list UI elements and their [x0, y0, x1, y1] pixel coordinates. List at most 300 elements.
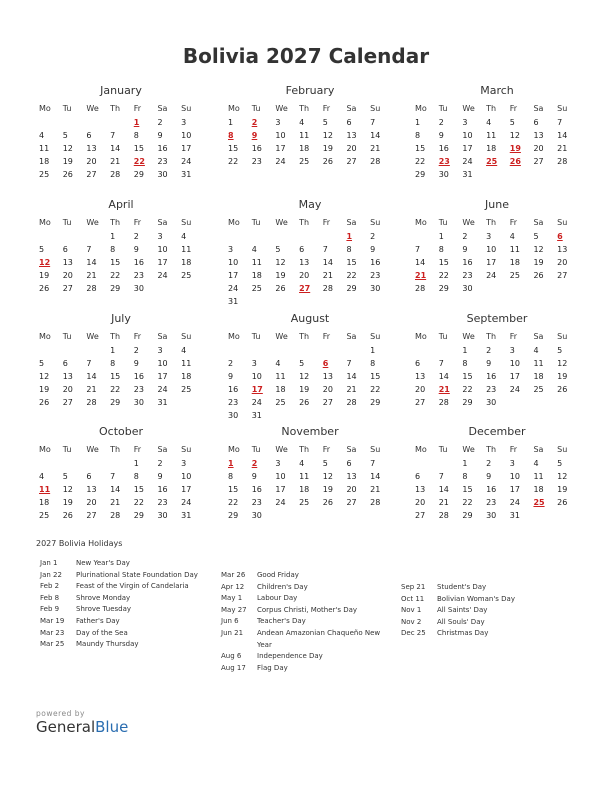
weekday-label: Sa [157, 332, 168, 341]
holiday-day: 8 [228, 131, 234, 140]
month-name: April [108, 198, 134, 211]
month-name: October [98, 425, 144, 438]
holiday-row [221, 628, 387, 651]
empty-cell [180, 396, 204, 409]
holiday-date: Oct 11 [401, 594, 425, 603]
day-cell: 19 [322, 485, 333, 494]
day-cell: 18 [533, 485, 544, 494]
weekday-label: Tu [438, 104, 448, 113]
day-cell: 3 [462, 118, 468, 127]
holiday-name: Flag Day [257, 663, 288, 672]
day-cell: 18 [251, 271, 262, 280]
day-cell: 23 [370, 271, 381, 280]
day-cell: 11 [509, 245, 520, 254]
brand-footer [36, 709, 128, 736]
day-cell: 6 [415, 359, 421, 368]
empty-cell [62, 457, 86, 470]
weekday-label: Tu [62, 445, 72, 454]
day-cell: 13 [62, 372, 73, 381]
day-cell: 31 [509, 511, 520, 520]
day-cell: 31 [181, 170, 192, 179]
day-cell: 26 [39, 284, 50, 293]
day-cell: 29 [228, 511, 239, 520]
day-cell: 30 [133, 284, 144, 293]
day-cell: 13 [346, 131, 357, 140]
week-row [38, 383, 204, 396]
day-cell: 30 [157, 170, 168, 179]
weekday-label: Sa [533, 445, 544, 454]
weekday-label: Sa [157, 218, 168, 227]
day-cell: 29 [462, 511, 473, 520]
day-cell: 17 [275, 144, 286, 153]
day-cell: 5 [39, 245, 45, 254]
empty-cell [227, 344, 251, 357]
empty-cell [38, 344, 62, 357]
day-cell: 11 [533, 472, 544, 481]
week-row [227, 295, 393, 308]
weekday-label: Th [486, 332, 497, 341]
weekday-header [38, 442, 204, 457]
week-row [227, 344, 393, 357]
month-november [227, 424, 393, 522]
day-cell: 1 [228, 118, 234, 127]
day-cell: 1 [462, 459, 468, 468]
weekday-label: Mo [228, 104, 240, 113]
logo-general: General [36, 718, 96, 736]
month-name: September [466, 312, 528, 325]
weekday-label: Mo [228, 445, 240, 454]
day-cell: 4 [533, 459, 539, 468]
day-cell: 28 [557, 157, 568, 166]
weekday-label: Fr [133, 332, 142, 341]
weekday-label: Fr [509, 332, 518, 341]
weekday-label: Mo [39, 218, 51, 227]
day-cell: 14 [86, 258, 97, 267]
day-cell: 2 [157, 118, 163, 127]
weekday-header [38, 215, 204, 230]
week-row [38, 269, 204, 282]
month-february [227, 83, 393, 168]
month-name: July [111, 312, 131, 325]
day-cell: 18 [299, 144, 310, 153]
day-cell: 6 [86, 131, 92, 140]
weekday-label: Su [370, 104, 381, 113]
holiday-date: Nov 2 [401, 617, 422, 626]
week-row [414, 357, 580, 370]
week-row [38, 370, 204, 383]
week-row [38, 509, 204, 522]
holiday-day: 26 [509, 157, 521, 166]
week-row [227, 509, 393, 522]
week-row [38, 230, 204, 243]
day-cell: 17 [181, 144, 192, 153]
holiday-name: Children's Day [257, 582, 308, 591]
empty-cell [485, 168, 509, 181]
day-cell: 28 [370, 157, 381, 166]
weekday-label: Th [299, 332, 310, 341]
day-cell: 25 [181, 385, 192, 394]
day-cell: 12 [533, 245, 544, 254]
week-row [414, 344, 580, 357]
day-cell: 7 [86, 359, 92, 368]
day-cell: 3 [157, 232, 163, 241]
day-cell: 18 [533, 372, 544, 381]
week-row [227, 470, 393, 483]
week-row [38, 344, 204, 357]
day-cell: 8 [228, 472, 234, 481]
day-cell: 13 [299, 258, 310, 267]
weekday-label: We [275, 332, 288, 341]
holiday-row [40, 570, 206, 582]
day-cell: 10 [462, 131, 473, 140]
day-cell: 5 [299, 359, 305, 368]
weekday-label: Th [110, 332, 121, 341]
holiday-date: Mar 26 [221, 571, 246, 579]
day-cell: 20 [62, 385, 73, 394]
weekday-label: Su [370, 445, 381, 454]
month-name: November [281, 425, 339, 438]
day-cell: 16 [133, 372, 144, 381]
day-cell: 27 [62, 284, 73, 293]
holiday-name: Christmas Day [437, 629, 489, 638]
day-cell: 9 [228, 372, 234, 381]
weekday-label: Mo [39, 445, 51, 454]
day-cell: 20 [62, 271, 73, 280]
day-cell: 5 [322, 118, 328, 127]
week-row [38, 457, 204, 470]
day-cell: 31 [462, 170, 473, 179]
weekday-header [414, 101, 580, 116]
weekday-label: Sa [533, 104, 544, 113]
weekday-label: Sa [346, 104, 357, 113]
month-december [414, 424, 580, 522]
month-august [227, 311, 393, 422]
holiday-date: Jun 6 [221, 617, 239, 626]
day-cell: 6 [62, 245, 68, 254]
day-cell: 7 [557, 118, 563, 127]
day-cell: 18 [275, 385, 286, 394]
day-cell: 21 [110, 498, 121, 507]
week-row [227, 370, 393, 383]
day-cell: 2 [228, 359, 234, 368]
day-cell: 4 [39, 131, 45, 140]
day-cell: 22 [110, 385, 121, 394]
day-cell: 30 [438, 170, 449, 179]
weekday-label: Sa [346, 332, 357, 341]
day-cell: 10 [181, 131, 192, 140]
day-cell: 2 [438, 118, 444, 127]
day-cell: 7 [110, 472, 116, 481]
empty-cell [532, 509, 556, 522]
empty-cell [109, 457, 133, 470]
holiday-row [40, 628, 206, 640]
weekday-label: Tu [438, 332, 448, 341]
day-cell: 16 [157, 144, 168, 153]
day-cell: 26 [62, 170, 73, 179]
holiday-row [401, 628, 515, 640]
day-cell: 13 [62, 258, 73, 267]
day-cell: 20 [557, 258, 568, 267]
day-cell: 15 [462, 485, 473, 494]
day-cell: 20 [346, 144, 357, 153]
empty-cell [556, 509, 580, 522]
day-cell: 11 [181, 245, 192, 254]
weekday-label: Su [181, 332, 192, 341]
day-cell: 3 [275, 118, 281, 127]
day-cell: 12 [62, 144, 73, 153]
day-cell: 13 [346, 472, 357, 481]
day-cell: 17 [462, 144, 473, 153]
holiday-name: Good Friday [257, 571, 299, 579]
holiday-day: 6 [557, 232, 563, 241]
weekday-label: Mo [228, 218, 240, 227]
day-cell: 5 [533, 232, 539, 241]
week-row [38, 357, 204, 370]
day-cell: 22 [462, 498, 473, 507]
empty-cell [509, 396, 533, 409]
day-cell: 28 [438, 511, 449, 520]
day-cell: 27 [62, 398, 73, 407]
day-cell: 15 [110, 258, 121, 267]
empty-cell [85, 344, 109, 357]
holiday-day: 1 [346, 232, 353, 241]
weekday-label: Tu [62, 218, 72, 227]
day-cell: 25 [299, 157, 310, 166]
day-cell: 21 [346, 385, 357, 394]
empty-cell [180, 282, 204, 295]
holiday-row [401, 594, 515, 606]
weekday-label: Su [181, 104, 192, 113]
day-cell: 31 [251, 411, 262, 420]
day-cell: 4 [275, 359, 281, 368]
holiday-column [401, 582, 515, 640]
holiday-day: 21 [438, 385, 450, 394]
day-cell: 31 [228, 297, 239, 306]
holiday-name: Shrove Monday [76, 593, 131, 602]
day-cell: 14 [415, 258, 426, 267]
day-cell: 12 [62, 485, 73, 494]
day-cell: 4 [181, 346, 187, 355]
weekday-label: Tu [62, 104, 72, 113]
day-cell: 9 [157, 131, 163, 140]
holiday-row [40, 616, 206, 628]
weekday-header [38, 329, 204, 344]
empty-cell [274, 230, 298, 243]
empty-cell [532, 396, 556, 409]
day-cell: 6 [346, 118, 352, 127]
day-cell: 16 [251, 144, 262, 153]
weekday-label: Th [110, 218, 121, 227]
day-cell: 16 [228, 385, 239, 394]
day-cell: 8 [438, 245, 444, 254]
day-cell: 26 [557, 498, 568, 507]
week-row [38, 470, 204, 483]
day-cell: 10 [509, 472, 520, 481]
empty-cell [227, 230, 251, 243]
empty-cell [62, 344, 86, 357]
holiday-row [40, 581, 206, 593]
weekday-label: Tu [251, 445, 261, 454]
holiday-day: 27 [299, 284, 311, 293]
day-cell: 29 [133, 511, 144, 520]
day-cell: 12 [39, 372, 50, 381]
day-cell: 28 [438, 398, 449, 407]
week-row [38, 243, 204, 256]
day-cell: 4 [486, 118, 492, 127]
weekday-label: Su [557, 104, 568, 113]
week-row [227, 282, 393, 295]
day-cell: 22 [415, 157, 426, 166]
day-cell: 1 [110, 232, 116, 241]
month-name: December [468, 425, 526, 438]
holiday-row [221, 616, 387, 628]
day-cell: 22 [228, 157, 239, 166]
weekday-label: Mo [228, 332, 240, 341]
day-cell: 5 [557, 346, 563, 355]
day-cell: 13 [557, 245, 568, 254]
day-cell: 7 [438, 359, 444, 368]
day-cell: 25 [275, 398, 286, 407]
empty-cell [345, 344, 369, 357]
week-row [38, 483, 204, 496]
day-cell: 18 [486, 144, 497, 153]
week-row [414, 155, 580, 168]
day-cell: 4 [533, 346, 539, 355]
day-cell: 8 [133, 131, 139, 140]
week-row [414, 282, 580, 295]
holiday-date: May 27 [221, 605, 247, 614]
day-cell: 24 [251, 398, 262, 407]
month-september [414, 311, 580, 409]
day-cell: 11 [486, 131, 497, 140]
weekday-label: Mo [415, 332, 427, 341]
day-cell: 14 [438, 372, 449, 381]
holiday-day: 23 [438, 157, 450, 166]
day-cell: 2 [486, 459, 492, 468]
empty-cell [251, 295, 275, 308]
month-april [38, 197, 204, 295]
day-cell: 23 [228, 398, 239, 407]
weekday-label: Tu [251, 218, 261, 227]
day-cell: 11 [275, 372, 286, 381]
day-cell: 26 [275, 284, 286, 293]
weekday-label: Th [486, 218, 497, 227]
day-cell: 9 [133, 359, 139, 368]
month-march [414, 83, 580, 181]
day-cell: 1 [133, 459, 139, 468]
day-cell: 16 [157, 485, 168, 494]
empty-cell [369, 295, 393, 308]
day-cell: 30 [133, 398, 144, 407]
day-cell: 5 [509, 118, 515, 127]
day-cell: 28 [86, 398, 97, 407]
day-cell: 15 [370, 372, 381, 381]
day-cell: 20 [299, 271, 310, 280]
weekday-label: Mo [415, 104, 427, 113]
day-cell: 2 [133, 232, 139, 241]
weekday-label: Fr [133, 218, 142, 227]
week-row [38, 496, 204, 509]
holiday-date: Feb 2 [40, 582, 60, 591]
weekday-label: Th [299, 218, 310, 227]
holiday-name: Feast of the Virgin of Candelaria [76, 582, 189, 591]
day-cell: 13 [415, 485, 426, 494]
week-row [414, 496, 580, 509]
day-cell: 8 [462, 472, 468, 481]
day-cell: 17 [157, 258, 168, 267]
day-cell: 2 [370, 232, 376, 241]
day-cell: 26 [39, 398, 50, 407]
day-cell: 27 [346, 498, 357, 507]
day-cell: 31 [157, 398, 168, 407]
holiday-date: Nov 1 [401, 606, 422, 615]
empty-cell [345, 509, 369, 522]
day-cell: 14 [438, 485, 449, 494]
day-cell: 4 [251, 245, 257, 254]
day-cell: 3 [486, 232, 492, 241]
holiday-name: Maundy Thursday [76, 640, 139, 649]
weekday-label: Su [181, 218, 192, 227]
day-cell: 17 [486, 258, 497, 267]
day-cell: 16 [486, 372, 497, 381]
day-cell: 10 [181, 472, 192, 481]
day-cell: 20 [415, 498, 426, 507]
empty-cell [532, 168, 556, 181]
day-cell: 23 [157, 498, 168, 507]
day-cell: 10 [157, 359, 168, 368]
day-cell: 24 [275, 498, 286, 507]
week-row [227, 383, 393, 396]
empty-cell [274, 344, 298, 357]
holiday-date: Mar 19 [40, 616, 65, 625]
day-cell: 14 [110, 485, 121, 494]
day-cell: 26 [62, 511, 73, 520]
week-row [227, 409, 393, 422]
month-name: February [285, 84, 335, 97]
holiday-day: 1 [228, 459, 234, 468]
empty-cell [85, 116, 109, 129]
holiday-name: Corpus Christi, Mother's Day [257, 605, 358, 614]
weekday-label: We [86, 445, 99, 454]
day-cell: 29 [462, 398, 473, 407]
day-cell: 4 [181, 232, 187, 241]
weekday-label: Fr [509, 218, 518, 227]
day-cell: 27 [322, 398, 333, 407]
day-cell: 17 [275, 485, 286, 494]
holiday-name: Independence Day [257, 652, 323, 661]
empty-cell [556, 282, 580, 295]
weekday-label: We [462, 104, 475, 113]
week-row [227, 129, 393, 142]
month-january [38, 83, 204, 181]
day-cell: 15 [228, 144, 239, 153]
holiday-row [221, 605, 387, 617]
day-cell: 19 [62, 157, 73, 166]
day-cell: 20 [322, 385, 333, 394]
week-row [414, 470, 580, 483]
weekday-label: Th [299, 104, 310, 113]
day-cell: 10 [251, 372, 262, 381]
day-cell: 13 [86, 144, 97, 153]
day-cell: 4 [509, 232, 515, 241]
day-cell: 14 [557, 131, 568, 140]
day-cell: 14 [322, 258, 333, 267]
empty-cell [345, 409, 369, 422]
week-row [227, 357, 393, 370]
weekday-label: Tu [62, 332, 72, 341]
holiday-date: Sep 21 [401, 583, 426, 591]
holiday-name: Day of the Sea [76, 628, 128, 637]
